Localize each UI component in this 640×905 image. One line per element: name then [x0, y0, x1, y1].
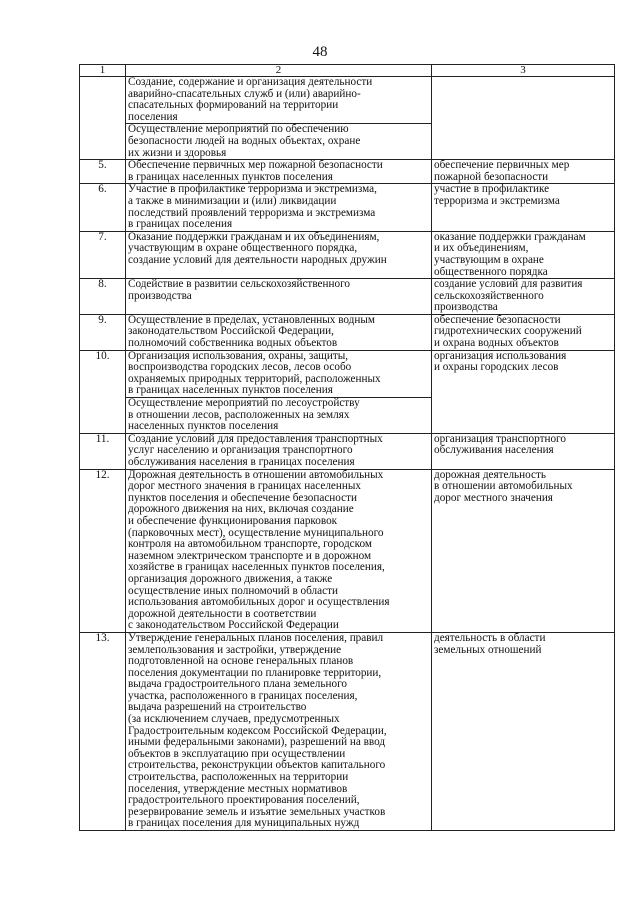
row-description — [126, 184, 432, 231]
row-category-text: участие в профилактике терроризма и экстремизма — [434, 183, 560, 207]
header-col-2: 2 — [126, 65, 432, 77]
row-category-text: деятельность в области земельных отношений — [434, 631, 546, 656]
row-description-item: Обеспечение первичных мер пожарной безопасности в границах населенных пунктов поселения — [128, 159, 383, 183]
row-category — [432, 279, 615, 315]
row-description-item: Организация использования, охраны, защиты, воспроизводства городских лесов, лесов особо охраняемых природных территорий, расположенных в границах населенных пунктов поселения — [128, 349, 381, 397]
table-row — [80, 350, 615, 433]
row-category — [432, 433, 615, 469]
table-row — [80, 433, 615, 469]
row-category — [432, 77, 615, 160]
row-number: 9. — [80, 314, 126, 350]
row-description-item: Дорожная деятельность в отношении автомобильных дорог местного значения в границах населенных пунктов поселения и обеспечение безопасности дорожного движения на них, включая создание и обеспечение функционирования парковок (парковочных мест), осуществление муниципального контроля на автомобильном транспорте, городском наземном электрическом транспорте и в дорожном хозяйстве в границах населенных пунктов поселения, организация дорожного движения, а также осуществление иных полномочий в области использования автомобильных дорог и осуществления дорожной деятельности в соответствии с законодательством Российской Федерации — [128, 468, 390, 632]
header-col-3: 3 — [432, 65, 615, 77]
row-description — [126, 231, 432, 278]
row-description-item: Утверждение генеральных планов поселения, правил землепользования и застройки, утверждение подготовленной на основе генеральных планов поселения документации по планировке территории, выдача градостроительного плана земельного участка, расположенного в границах поселения, выдача разрешений на строительство (за исключением случаев, предусмотренных Градостроительным кодексом Российской Федерации, иными федеральными законами), разрешений на ввод объектов в эксплуатацию при осуществлении строительства, реконструкции объектов капитального строительства, расположенных на территории поселения, утверждение местных нормативов градостроительного проектирования поселений, резервирование земель и изъятие земельных участков в границах поселения для муниципальных нужд — [128, 631, 387, 830]
row-category-text: обеспечение безопасности гидротехнических сооружений и охрана водных объектов — [434, 313, 582, 350]
header-col-1: 1 — [80, 65, 126, 77]
table-row — [80, 231, 615, 278]
row-number: 12. — [80, 469, 126, 632]
row-number: 5. — [80, 160, 126, 184]
row-description — [126, 632, 432, 830]
table-row — [80, 160, 615, 184]
row-description — [126, 160, 432, 184]
row-description — [126, 77, 432, 160]
row-description-item: Осуществление в пределах, установленных водным законодательством Российской Федерации, полномочий собственника водных объектов — [128, 313, 375, 350]
row-number: 8. — [80, 279, 126, 315]
row-number: 11. — [80, 433, 126, 469]
row-category — [432, 350, 615, 433]
row-category-text: организация использования и охраны городских лесов — [434, 349, 567, 374]
row-description-item: Осуществление мероприятий по обеспечению безопасности людей на водных объектах, охране их жизни и здоровья — [128, 123, 361, 159]
table-header-row — [80, 65, 615, 77]
row-category — [432, 231, 615, 278]
row-number — [80, 77, 126, 160]
table-row — [80, 279, 615, 315]
row-description-item: Участие в профилактике терроризма и экстремизма, а также в минимизации и (или) ликвидации последствий проявлений терроризма и экстремизма в границах поселения — [128, 183, 377, 231]
table-row — [80, 632, 615, 830]
row-category — [432, 184, 615, 231]
row-description-item: Оказание поддержки гражданам и их объединениям, участвующим в охране общественного порядка, создание условий для деятельности народных дружин — [128, 230, 387, 266]
row-category-text: оказание поддержки гражданам и их объединениям, участвующим в охране общественного порядка — [434, 230, 586, 278]
row-number: 13. — [80, 632, 126, 830]
table-row — [80, 469, 615, 632]
row-category-text: организация транспортного обслуживания населения — [434, 432, 566, 457]
table-row — [80, 314, 615, 350]
row-description — [126, 279, 432, 315]
row-category — [432, 160, 615, 184]
row-number: 7. — [80, 231, 126, 278]
row-description-item: Осуществление мероприятий по лесоустройству в отношении лесов, расположенных на землях населенных пунктов поселения — [128, 397, 360, 433]
row-description-item: Содействие в развитии сельскохозяйственного производства — [128, 278, 350, 302]
table-row — [80, 77, 615, 160]
row-category-text: дорожная деятельность в отношении автомобильных дорог местного значения — [434, 468, 573, 504]
row-description-item: Создание, содержание и организация деятельности аварийно-спасательных служб и (или) аварийно- спасательных формирований на территории поселения — [128, 76, 373, 123]
row-description — [126, 469, 432, 632]
row-category — [432, 632, 615, 830]
row-category-text: обеспечение первичных мер пожарной безопасности — [434, 159, 570, 183]
row-description-item: Создание условий для предоставления транспортных услуг населению и организация транспортного обслуживания населения в границах поселения — [128, 432, 383, 468]
row-description — [126, 350, 432, 433]
row-number: 6. — [80, 184, 126, 231]
page-number: 48 — [312, 44, 328, 60]
row-description — [126, 314, 432, 350]
row-description — [126, 433, 432, 469]
row-category — [432, 469, 615, 632]
row-category — [432, 314, 615, 350]
powers-table — [79, 64, 615, 831]
row-number: 10. — [80, 350, 126, 433]
row-category-text: создание условий для развития сельскохозяйственного производства — [434, 278, 583, 314]
table-row — [80, 184, 615, 231]
